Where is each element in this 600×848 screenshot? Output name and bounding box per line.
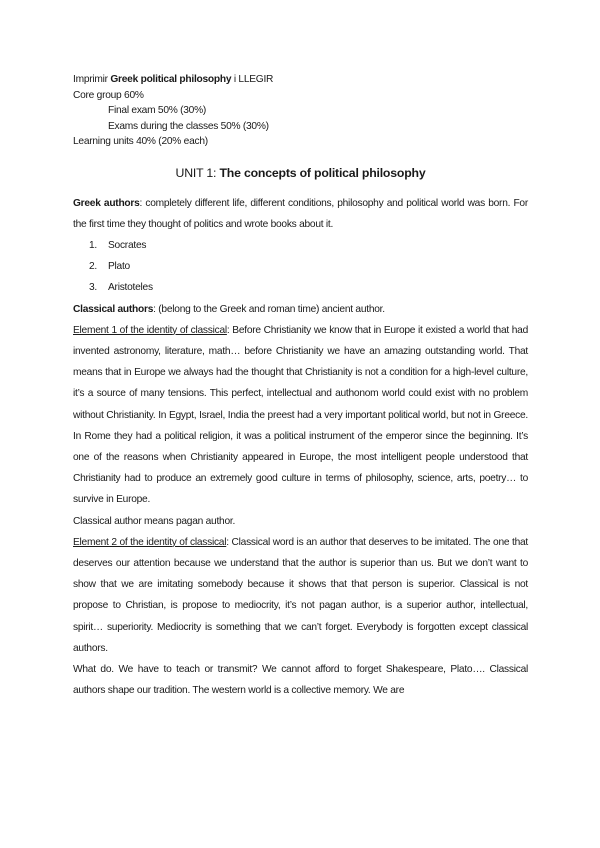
course-name: Greek political philosophy — [110, 74, 232, 85]
list-item-text: Aristoteles — [108, 282, 153, 294]
list-number: 1. — [89, 239, 97, 251]
list-item — [89, 256, 528, 277]
element1-label: Element 1 of the identity of classical — [73, 324, 227, 336]
unit-title — [73, 166, 528, 180]
learning-units-line: Learning units 40% (20% each) — [73, 136, 208, 147]
unit-prefix: UNIT 1: — [175, 165, 220, 180]
list-item — [89, 235, 528, 256]
element2-text: : Classical word is an author that deserves to be imitated. The one that deserves our attention because we understand that the author is superior than us. But we don’t want to show that we are imitating somebody because it shows that that person is superior. Classical is not propose to Christian, is propose to mediocrity, it’s not pagan author, is a superior author, intellectual, spirit… superiority. Mediocrity is something that we can’t forget. Everybody is forgotten except classical authors. — [73, 536, 529, 654]
unit-title-text: The concepts of political philosophy — [219, 165, 426, 180]
final-exam-line: Final exam 50% (30%) — [108, 105, 207, 116]
list-number: 3. — [89, 282, 97, 294]
greek-authors-label: Greek authors — [73, 197, 140, 209]
classical-authors-label: Classical authors — [73, 303, 154, 315]
list-item-text: Plato — [108, 261, 130, 273]
classical-authors-text: : (belong to the Greek and roman time) ancient author. — [153, 303, 385, 315]
closing-paragraph: What do. We have to teach or transmit? We cannot afford to forget Shakespeare, Plato…. Classical authors shape our tradition. The western world is a collective memory. We are — [73, 663, 528, 697]
greek-authors-paragraph — [73, 193, 528, 235]
list-item-text: Socrates — [108, 239, 147, 251]
element1-paragraph — [73, 320, 528, 511]
core-group-line: Core group 60% — [73, 89, 144, 101]
list-number: 2. — [89, 261, 97, 273]
greek-authors-text: : completely different life, different conditions, philosophy and political world was born. For the first time they thought of politics and wrote books about it. — [73, 197, 528, 230]
greek-authors-list — [73, 235, 528, 299]
pagan-author-line: Classical author means pagan author. — [73, 515, 236, 527]
list-item — [89, 277, 528, 298]
exams-classes-line: Exams during the classes 50% (30%) — [108, 120, 269, 132]
element2-label: Element 2 of the identity of classical — [73, 536, 227, 548]
element1-text: : Before Christianity we know that in Europe it existed a world that had invented astronomy, literature, math… before Christianity we have an amazing outstanding world. That means that in Europe we always had the thought that Christianity is not a condition for a high-level culture, it’s a source of many tensions. This perfect, intellectual and authonom world could exist with no problem without Christianity. In Egypt, Israel, India the preest had a very important political world, but not in Greece. In Rome they had a political religion, it was a political instrument of the emperor since the beginning. It’s one of the reasons when Christianity appeared in Europe, the most intelligent people understood that Christianity had to produce an extremely good culture in terms of philosophy, science, arts, poetry… to survive in Europe. — [73, 324, 529, 506]
print-suffix: i LLEGIR — [231, 74, 274, 85]
print-line — [73, 72, 528, 88]
element2-paragraph — [73, 532, 528, 659]
course-header — [73, 72, 528, 150]
print-prefix: Imprimir — [73, 74, 111, 85]
classical-authors-paragraph — [73, 299, 528, 320]
document-page — [73, 72, 528, 701]
